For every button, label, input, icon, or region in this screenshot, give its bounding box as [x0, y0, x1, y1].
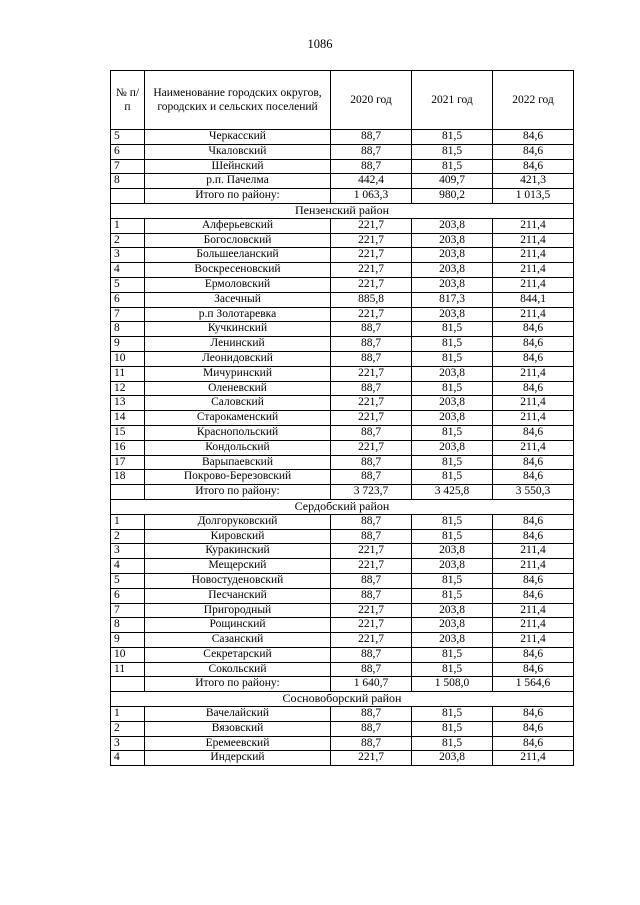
row-number: 13: [111, 396, 145, 411]
settlement-name: Шейнский: [145, 159, 331, 174]
value-2022: 84,6: [493, 351, 574, 366]
value-2021: 203,8: [412, 440, 493, 455]
row-number: 9: [111, 633, 145, 648]
value-2021: 81,5: [412, 514, 493, 529]
value-2022: 84,6: [493, 721, 574, 736]
table-row: [111, 425, 574, 440]
row-number: 8: [111, 174, 145, 189]
section-title: Сосновоборский район: [111, 692, 574, 707]
value-2021: 81,5: [412, 425, 493, 440]
value-2022: 84,6: [493, 144, 574, 159]
settlement-name: Сазанский: [145, 633, 331, 648]
table-row: [111, 263, 574, 278]
settlement-name: Долгоруковский: [145, 514, 331, 529]
value-2020: 221,7: [331, 233, 412, 248]
value-2020: 221,7: [331, 559, 412, 574]
table-row: [111, 455, 574, 470]
value-2022: 211,4: [493, 544, 574, 559]
value-2020: 88,7: [331, 381, 412, 396]
value-2022: 211,4: [493, 307, 574, 322]
total-num-cell: [111, 677, 145, 692]
value-2021: 81,5: [412, 159, 493, 174]
value-2020: 88,7: [331, 159, 412, 174]
value-2020: 88,7: [331, 721, 412, 736]
table-row: [111, 233, 574, 248]
value-2022: 84,6: [493, 707, 574, 722]
settlement-name: р.п. Пачелма: [145, 174, 331, 189]
table-row: [111, 292, 574, 307]
row-number: 7: [111, 159, 145, 174]
row-number: 10: [111, 647, 145, 662]
settlement-name: Саловский: [145, 396, 331, 411]
value-2022: 211,4: [493, 411, 574, 426]
settlement-name: Кировский: [145, 529, 331, 544]
value-2020: 88,7: [331, 588, 412, 603]
settlement-name: Кондольский: [145, 440, 331, 455]
section-title: Пензенский район: [111, 203, 574, 218]
table-row: [111, 603, 574, 618]
settlement-name: Вязовский: [145, 721, 331, 736]
value-2021: 81,5: [412, 588, 493, 603]
value-2022: 211,4: [493, 263, 574, 278]
table-row: [111, 736, 574, 751]
row-number: 18: [111, 470, 145, 485]
total-row: [111, 485, 574, 500]
row-number: 6: [111, 588, 145, 603]
row-number: 7: [111, 307, 145, 322]
table-row: [111, 248, 574, 263]
row-number: 1: [111, 707, 145, 722]
page-number: 1086: [307, 37, 333, 51]
section-row: [111, 692, 574, 707]
settlement-name: Засечный: [145, 292, 331, 307]
settlement-name: Секретарский: [145, 647, 331, 662]
total-label: Итого по району:: [145, 189, 331, 204]
value-2021: 81,5: [412, 455, 493, 470]
value-2022: 84,6: [493, 337, 574, 352]
settlement-name: Воскресеновский: [145, 263, 331, 278]
total-2022: 1 013,5: [493, 189, 574, 204]
row-number: 11: [111, 366, 145, 381]
settlement-name: Чкаловский: [145, 144, 331, 159]
value-2022: 211,4: [493, 218, 574, 233]
value-2021: 81,5: [412, 470, 493, 485]
table-row: [111, 707, 574, 722]
value-2020: 88,7: [331, 736, 412, 751]
table-row: [111, 411, 574, 426]
value-2021: 81,5: [412, 337, 493, 352]
value-2021: 203,8: [412, 603, 493, 618]
settlement-name: Еремеевский: [145, 736, 331, 751]
value-2020: 221,7: [331, 263, 412, 278]
table-row: [111, 529, 574, 544]
total-num-cell: [111, 189, 145, 204]
settlement-name: Сокольский: [145, 662, 331, 677]
settlement-name: Рощинский: [145, 618, 331, 633]
value-2020: 221,7: [331, 277, 412, 292]
table-row: [111, 618, 574, 633]
header-2020: 2020 год: [331, 71, 412, 130]
total-2022: 1 564,6: [493, 677, 574, 692]
table-row: [111, 322, 574, 337]
value-2020: 221,7: [331, 307, 412, 322]
value-2022: 211,4: [493, 618, 574, 633]
value-2021: 409,7: [412, 174, 493, 189]
value-2021: 203,8: [412, 366, 493, 381]
table-row: [111, 381, 574, 396]
value-2022: 84,6: [493, 647, 574, 662]
table-row: [111, 159, 574, 174]
value-2020: 88,7: [331, 514, 412, 529]
row-number: 6: [111, 144, 145, 159]
row-number: 14: [111, 411, 145, 426]
value-2021: 203,8: [412, 411, 493, 426]
value-2021: 81,5: [412, 322, 493, 337]
settlement-name: Краснопольский: [145, 425, 331, 440]
value-2020: 221,7: [331, 366, 412, 381]
value-2021: 81,5: [412, 529, 493, 544]
settlement-name: Кучкинский: [145, 322, 331, 337]
value-2020: 221,7: [331, 618, 412, 633]
value-2021: 81,5: [412, 707, 493, 722]
value-2020: 88,7: [331, 707, 412, 722]
settlement-name: Куракинский: [145, 544, 331, 559]
value-2021: 203,8: [412, 396, 493, 411]
value-2021: 81,5: [412, 647, 493, 662]
row-number: 8: [111, 618, 145, 633]
value-2020: 88,7: [331, 130, 412, 145]
value-2022: 84,6: [493, 455, 574, 470]
section-row: [111, 203, 574, 218]
value-2020: 88,7: [331, 470, 412, 485]
value-2022: 844,1: [493, 292, 574, 307]
value-2022: 84,6: [493, 322, 574, 337]
value-2020: 221,7: [331, 633, 412, 648]
row-number: 3: [111, 248, 145, 263]
row-number: 2: [111, 529, 145, 544]
value-2020: 88,7: [331, 647, 412, 662]
value-2022: 84,6: [493, 381, 574, 396]
value-2021: 81,5: [412, 662, 493, 677]
settlement-name: Варыпаевский: [145, 455, 331, 470]
settlement-name: р.п Золотаревка: [145, 307, 331, 322]
value-2021: 81,5: [412, 721, 493, 736]
value-2020: 221,7: [331, 218, 412, 233]
row-number: 17: [111, 455, 145, 470]
settlement-name: Ленинский: [145, 337, 331, 352]
value-2021: 203,8: [412, 633, 493, 648]
value-2022: 211,4: [493, 440, 574, 455]
value-2022: 211,4: [493, 633, 574, 648]
total-2020: 1 640,7: [331, 677, 412, 692]
settlement-name: Богословский: [145, 233, 331, 248]
section-row: [111, 499, 574, 514]
table-row: [111, 366, 574, 381]
value-2021: 81,5: [412, 144, 493, 159]
row-number: 1: [111, 218, 145, 233]
table-row: [111, 218, 574, 233]
value-2021: 203,8: [412, 618, 493, 633]
row-number: 1: [111, 514, 145, 529]
table-row: [111, 174, 574, 189]
table-row: [111, 662, 574, 677]
table-header-row: [111, 71, 574, 130]
total-2020: 1 063,3: [331, 189, 412, 204]
table-row: [111, 588, 574, 603]
value-2021: 203,8: [412, 263, 493, 278]
value-2022: 421,3: [493, 174, 574, 189]
value-2021: 203,8: [412, 559, 493, 574]
settlement-name: Леонидовский: [145, 351, 331, 366]
row-number: 5: [111, 130, 145, 145]
value-2022: 211,4: [493, 366, 574, 381]
table-row: [111, 633, 574, 648]
row-number: 3: [111, 736, 145, 751]
row-number: 3: [111, 544, 145, 559]
row-number: 4: [111, 751, 145, 766]
value-2020: 88,7: [331, 425, 412, 440]
value-2020: 88,7: [331, 662, 412, 677]
value-2022: 84,6: [493, 130, 574, 145]
settlement-name: Индерский: [145, 751, 331, 766]
value-2021: 203,8: [412, 248, 493, 263]
header-num: № п/п: [111, 71, 145, 130]
table-row: [111, 351, 574, 366]
value-2022: 211,4: [493, 233, 574, 248]
total-num-cell: [111, 485, 145, 500]
header-2022: 2022 год: [493, 71, 574, 130]
total-row: [111, 677, 574, 692]
table-row: [111, 573, 574, 588]
settlement-name: Черкасский: [145, 130, 331, 145]
header-2021: 2021 год: [412, 71, 493, 130]
value-2021: 203,8: [412, 307, 493, 322]
value-2022: 84,6: [493, 470, 574, 485]
table-row: [111, 337, 574, 352]
table-row: [111, 307, 574, 322]
total-2022: 3 550,3: [493, 485, 574, 500]
value-2022: 84,6: [493, 159, 574, 174]
value-2021: 203,8: [412, 277, 493, 292]
table-row: [111, 751, 574, 766]
row-number: 11: [111, 662, 145, 677]
settlement-name: Алферьевский: [145, 218, 331, 233]
value-2020: 221,7: [331, 396, 412, 411]
settlement-name: Мичуринский: [145, 366, 331, 381]
total-label: Итого по району:: [145, 485, 331, 500]
total-label: Итого по району:: [145, 677, 331, 692]
value-2020: 221,7: [331, 411, 412, 426]
value-2020: 221,7: [331, 544, 412, 559]
row-number: 4: [111, 263, 145, 278]
value-2022: 84,6: [493, 529, 574, 544]
value-2021: 817,3: [412, 292, 493, 307]
table-row: [111, 130, 574, 145]
value-2020: 221,7: [331, 440, 412, 455]
settlement-name: Ермоловский: [145, 277, 331, 292]
table-row: [111, 440, 574, 455]
table-row: [111, 647, 574, 662]
value-2021: 81,5: [412, 130, 493, 145]
row-number: 2: [111, 721, 145, 736]
settlement-name: Покрово-Березовский: [145, 470, 331, 485]
value-2021: 203,8: [412, 544, 493, 559]
header-name: Наименование городских округов, городских и сельских поселений: [145, 71, 331, 130]
row-number: 2: [111, 233, 145, 248]
value-2020: 88,7: [331, 529, 412, 544]
table-row: [111, 396, 574, 411]
row-number: 8: [111, 322, 145, 337]
row-number: 10: [111, 351, 145, 366]
settlement-name: Старокаменский: [145, 411, 331, 426]
value-2022: 211,4: [493, 751, 574, 766]
settlement-name: Большееланский: [145, 248, 331, 263]
value-2020: 88,7: [331, 337, 412, 352]
total-row: [111, 189, 574, 204]
table-row: [111, 559, 574, 574]
row-number: 7: [111, 603, 145, 618]
value-2020: 88,7: [331, 455, 412, 470]
settlement-name: Пригородный: [145, 603, 331, 618]
settlement-name: Оленевский: [145, 381, 331, 396]
value-2020: 885,8: [331, 292, 412, 307]
value-2020: 221,7: [331, 751, 412, 766]
table-row: [111, 544, 574, 559]
row-number: 4: [111, 559, 145, 574]
value-2022: 84,6: [493, 425, 574, 440]
table-row: [111, 277, 574, 292]
value-2022: 84,6: [493, 588, 574, 603]
table-row: [111, 721, 574, 736]
value-2021: 203,8: [412, 751, 493, 766]
row-number: 5: [111, 573, 145, 588]
value-2021: 203,8: [412, 233, 493, 248]
value-2020: 88,7: [331, 573, 412, 588]
value-2021: 81,5: [412, 573, 493, 588]
value-2020: 88,7: [331, 351, 412, 366]
table-body: [111, 130, 574, 766]
row-number: 5: [111, 277, 145, 292]
allocation-table: [110, 70, 574, 766]
row-number: 6: [111, 292, 145, 307]
value-2020: 221,7: [331, 603, 412, 618]
value-2022: 84,6: [493, 662, 574, 677]
value-2021: 81,5: [412, 736, 493, 751]
row-number: 12: [111, 381, 145, 396]
value-2020: 88,7: [331, 322, 412, 337]
value-2022: 211,4: [493, 603, 574, 618]
value-2022: 84,6: [493, 736, 574, 751]
value-2021: 81,5: [412, 351, 493, 366]
value-2022: 211,4: [493, 248, 574, 263]
value-2020: 88,7: [331, 144, 412, 159]
row-number: 15: [111, 425, 145, 440]
value-2022: 211,4: [493, 559, 574, 574]
settlement-name: Песчанский: [145, 588, 331, 603]
table-row: [111, 514, 574, 529]
total-2020: 3 723,7: [331, 485, 412, 500]
value-2020: 442,4: [331, 174, 412, 189]
settlement-name: Мещерский: [145, 559, 331, 574]
value-2021: 203,8: [412, 218, 493, 233]
value-2022: 211,4: [493, 277, 574, 292]
value-2022: 211,4: [493, 396, 574, 411]
value-2021: 81,5: [412, 381, 493, 396]
table-row: [111, 144, 574, 159]
total-2021: 3 425,8: [412, 485, 493, 500]
total-2021: 1 508,0: [412, 677, 493, 692]
table-row: [111, 470, 574, 485]
total-2021: 980,2: [412, 189, 493, 204]
value-2022: 84,6: [493, 573, 574, 588]
settlement-name: Новостуденовский: [145, 573, 331, 588]
row-number: 16: [111, 440, 145, 455]
row-number: 9: [111, 337, 145, 352]
value-2020: 221,7: [331, 248, 412, 263]
section-title: Сердобский район: [111, 499, 574, 514]
value-2022: 84,6: [493, 514, 574, 529]
settlement-name: Вачелайский: [145, 707, 331, 722]
